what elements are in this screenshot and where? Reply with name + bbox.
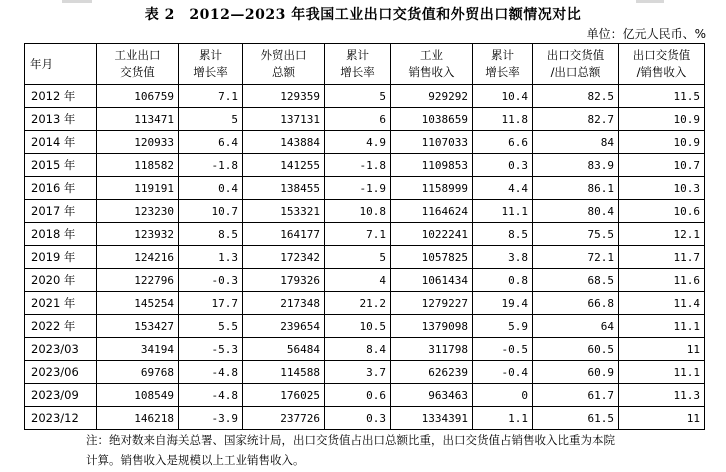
sales-revenue-growth-cell: 1.1 [473, 407, 533, 430]
ratio-sales-cell: 11.7 [619, 246, 705, 269]
export-delivery-growth-cell: 0.4 [179, 177, 243, 200]
period-cell: 2022 年 [25, 315, 97, 338]
table-row [25, 85, 705, 108]
sales-revenue-growth-cell: 0.8 [473, 269, 533, 292]
period-cell: 2013 年 [25, 108, 97, 131]
trade-export-cell: 153321 [243, 200, 325, 223]
period-cell: 2023/09 [25, 384, 97, 407]
table-row [25, 246, 705, 269]
export-delivery-cell: 145254 [97, 292, 179, 315]
trade-export-growth-cell: 4 [325, 269, 391, 292]
column-header [533, 44, 619, 85]
table-row [25, 223, 705, 246]
table-row [25, 269, 705, 292]
sales-revenue-growth-cell: 11.8 [473, 108, 533, 131]
trade-export-growth-cell: 0.3 [325, 407, 391, 430]
trade-export-growth-cell: 0.6 [325, 384, 391, 407]
export-delivery-growth-cell: -1.8 [179, 154, 243, 177]
export-delivery-cell: 69768 [97, 361, 179, 384]
trade-export-cell: 141255 [243, 154, 325, 177]
period-cell: 2023/12 [25, 407, 97, 430]
column-header-line: 增长率 [485, 65, 520, 79]
trade-export-growth-cell: -1.9 [325, 177, 391, 200]
sales-revenue-cell: 1334391 [391, 407, 473, 430]
column-header-line: 增长率 [340, 65, 375, 79]
trade-export-growth-cell: 7.1 [325, 223, 391, 246]
trade-export-cell: 137131 [243, 108, 325, 131]
column-header-line: 工业 [420, 48, 443, 62]
export-delivery-cell: 124216 [97, 246, 179, 269]
sales-revenue-cell: 1022241 [391, 223, 473, 246]
period-cell: 2023/03 [25, 338, 97, 361]
export-delivery-cell: 119191 [97, 177, 179, 200]
sales-revenue-cell: 1158999 [391, 177, 473, 200]
sales-revenue-growth-cell: 6.6 [473, 131, 533, 154]
ratio-sales-cell: 10.3 [619, 177, 705, 200]
export-delivery-cell: 123932 [97, 223, 179, 246]
ratio-sales-cell: 11.3 [619, 384, 705, 407]
column-header [325, 44, 391, 85]
column-header-line: 总额 [272, 65, 295, 79]
sales-revenue-cell: 963463 [391, 384, 473, 407]
ratio-sales-cell: 12.1 [619, 223, 705, 246]
period-cell: 2019 年 [25, 246, 97, 269]
export-delivery-growth-cell: -4.8 [179, 384, 243, 407]
trade-export-growth-cell: 10.5 [325, 315, 391, 338]
top-decoration-bar [636, 0, 664, 3]
trade-export-growth-cell: -1.8 [325, 154, 391, 177]
column-header-line: 累计 [346, 48, 369, 62]
export-delivery-growth-cell: -5.3 [179, 338, 243, 361]
sales-revenue-growth-cell: 11.1 [473, 200, 533, 223]
data-table [24, 43, 705, 430]
ratio-sales-cell: 10.6 [619, 200, 705, 223]
trade-export-growth-cell: 3.7 [325, 361, 391, 384]
trade-export-cell: 179326 [243, 269, 325, 292]
ratio-export-cell: 64 [533, 315, 619, 338]
sales-revenue-growth-cell: 4.4 [473, 177, 533, 200]
trade-export-growth-cell: 4.9 [325, 131, 391, 154]
export-delivery-growth-cell: 6.4 [179, 131, 243, 154]
export-delivery-growth-cell: 10.7 [179, 200, 243, 223]
sales-revenue-growth-cell: 3.8 [473, 246, 533, 269]
period-cell: 2021 年 [25, 292, 97, 315]
export-delivery-growth-cell: 1.3 [179, 246, 243, 269]
sales-revenue-cell: 929292 [391, 85, 473, 108]
sales-revenue-cell: 311798 [391, 338, 473, 361]
export-delivery-cell: 106759 [97, 85, 179, 108]
export-delivery-cell: 123230 [97, 200, 179, 223]
period-cell: 2017 年 [25, 200, 97, 223]
ratio-export-cell: 75.5 [533, 223, 619, 246]
export-delivery-growth-cell: 5.5 [179, 315, 243, 338]
footnote-line: 计算。销售收入是规模以上工业销售收入。 [86, 453, 305, 467]
trade-export-growth-cell: 21.2 [325, 292, 391, 315]
ratio-export-cell: 83.9 [533, 154, 619, 177]
export-delivery-growth-cell: 7.1 [179, 85, 243, 108]
export-delivery-cell: 108549 [97, 384, 179, 407]
ratio-export-cell: 82.7 [533, 108, 619, 131]
export-delivery-growth-cell: 17.7 [179, 292, 243, 315]
sales-revenue-growth-cell: -0.5 [473, 338, 533, 361]
column-header [473, 44, 533, 85]
ratio-sales-cell: 10.9 [619, 108, 705, 131]
ratio-sales-cell: 11 [619, 338, 705, 361]
trade-export-cell: 172342 [243, 246, 325, 269]
table-body [25, 85, 705, 430]
trade-export-cell: 114588 [243, 361, 325, 384]
table-row [25, 315, 705, 338]
sales-revenue-cell: 1038659 [391, 108, 473, 131]
sales-revenue-cell: 626239 [391, 361, 473, 384]
table-row [25, 200, 705, 223]
sales-revenue-cell: 1279227 [391, 292, 473, 315]
sales-revenue-growth-cell: 10.4 [473, 85, 533, 108]
export-delivery-cell: 34194 [97, 338, 179, 361]
ratio-export-cell: 82.5 [533, 85, 619, 108]
trade-export-cell: 56484 [243, 338, 325, 361]
sales-revenue-growth-cell: -0.4 [473, 361, 533, 384]
trade-export-growth-cell: 5 [325, 85, 391, 108]
table-row [25, 177, 705, 200]
table-row [25, 384, 705, 407]
ratio-sales-cell: 10.7 [619, 154, 705, 177]
ratio-sales-cell: 11.1 [619, 315, 705, 338]
ratio-export-cell: 84 [533, 131, 619, 154]
export-delivery-cell: 118582 [97, 154, 179, 177]
table-row [25, 108, 705, 131]
export-delivery-growth-cell: -3.9 [179, 407, 243, 430]
trade-export-cell: 176025 [243, 384, 325, 407]
ratio-sales-cell: 10.9 [619, 131, 705, 154]
trade-export-cell: 239654 [243, 315, 325, 338]
column-header-line: 出口交货值 [546, 48, 605, 62]
column-header-line: 交货值 [120, 65, 155, 79]
column-header-line: 累计 [491, 48, 514, 62]
ratio-export-cell: 72.1 [533, 246, 619, 269]
export-delivery-cell: 153427 [97, 315, 179, 338]
ratio-sales-cell: 11.6 [619, 269, 705, 292]
ratio-export-cell: 66.8 [533, 292, 619, 315]
trade-export-growth-cell: 5 [325, 246, 391, 269]
ratio-sales-cell: 11.1 [619, 361, 705, 384]
footnote [86, 430, 676, 470]
period-cell: 2016 年 [25, 177, 97, 200]
export-delivery-cell: 113471 [97, 108, 179, 131]
column-header [391, 44, 473, 85]
column-header [25, 44, 97, 85]
column-header-line: 增长率 [193, 65, 228, 79]
sales-revenue-cell: 1107033 [391, 131, 473, 154]
sales-revenue-cell: 1061434 [391, 269, 473, 292]
top-decoration-bar [62, 0, 92, 3]
column-header [179, 44, 243, 85]
ratio-export-cell: 60.9 [533, 361, 619, 384]
export-delivery-cell: 146218 [97, 407, 179, 430]
trade-export-growth-cell: 6 [325, 108, 391, 131]
table-row [25, 361, 705, 384]
column-header [243, 44, 325, 85]
column-header [97, 44, 179, 85]
ratio-sales-cell: 11.5 [619, 85, 705, 108]
trade-export-cell: 129359 [243, 85, 325, 108]
unit-label: 单位：亿元人民币、% [586, 27, 706, 41]
column-header-line: 年月 [30, 56, 53, 71]
export-delivery-growth-cell: 8.5 [179, 223, 243, 246]
column-header [619, 44, 705, 85]
sales-revenue-growth-cell: 5.9 [473, 315, 533, 338]
column-header-line: 出口交货值 [632, 48, 691, 62]
table-row [25, 292, 705, 315]
ratio-export-cell: 80.4 [533, 200, 619, 223]
column-header-line: /出口总额 [550, 65, 601, 79]
sales-revenue-cell: 1379098 [391, 315, 473, 338]
sales-revenue-growth-cell: 0 [473, 384, 533, 407]
sales-revenue-growth-cell: 0.3 [473, 154, 533, 177]
table-row [25, 154, 705, 177]
period-cell: 2014 年 [25, 131, 97, 154]
period-cell: 2018 年 [25, 223, 97, 246]
ratio-export-cell: 61.5 [533, 407, 619, 430]
column-header-line: 工业出口 [114, 48, 161, 62]
ratio-sales-cell: 11.4 [619, 292, 705, 315]
period-cell: 2012 年 [25, 85, 97, 108]
ratio-export-cell: 86.1 [533, 177, 619, 200]
trade-export-growth-cell: 10.8 [325, 200, 391, 223]
export-delivery-growth-cell: -4.8 [179, 361, 243, 384]
period-cell: 2015 年 [25, 154, 97, 177]
trade-export-growth-cell: 8.4 [325, 338, 391, 361]
ratio-export-cell: 61.7 [533, 384, 619, 407]
trade-export-cell: 164177 [243, 223, 325, 246]
period-cell: 2023/06 [25, 361, 97, 384]
export-delivery-cell: 122796 [97, 269, 179, 292]
column-header-line: /销售收入 [636, 65, 687, 79]
export-delivery-growth-cell: 5 [179, 108, 243, 131]
period-cell: 2020 年 [25, 269, 97, 292]
sales-revenue-growth-cell: 19.4 [473, 292, 533, 315]
sales-revenue-cell: 1109853 [391, 154, 473, 177]
export-delivery-growth-cell: -0.3 [179, 269, 243, 292]
footnote-line: 注：绝对数来自海关总署、国家统计局，出口交货值占出口总额比重，出口交货值占销售收入比重为本院 [86, 433, 615, 447]
ratio-export-cell: 60.5 [533, 338, 619, 361]
table-row [25, 131, 705, 154]
table-title: 表 2 2012—2023 年我国工业出口交货值和外贸出口额情况对比 [144, 7, 582, 23]
trade-export-cell: 217348 [243, 292, 325, 315]
trade-export-cell: 143884 [243, 131, 325, 154]
trade-export-cell: 237726 [243, 407, 325, 430]
export-delivery-cell: 120933 [97, 131, 179, 154]
trade-export-cell: 138455 [243, 177, 325, 200]
column-header-line: 累计 [199, 48, 222, 62]
sales-revenue-growth-cell: 8.5 [473, 223, 533, 246]
column-header-line: 销售收入 [408, 65, 455, 79]
table-row [25, 338, 705, 361]
sales-revenue-cell: 1164624 [391, 200, 473, 223]
sales-revenue-cell: 1057825 [391, 246, 473, 269]
header-row [25, 44, 705, 85]
ratio-export-cell: 68.5 [533, 269, 619, 292]
column-header-line: 外贸出口 [260, 48, 307, 62]
table-row [25, 407, 705, 430]
ratio-sales-cell: 11 [619, 407, 705, 430]
